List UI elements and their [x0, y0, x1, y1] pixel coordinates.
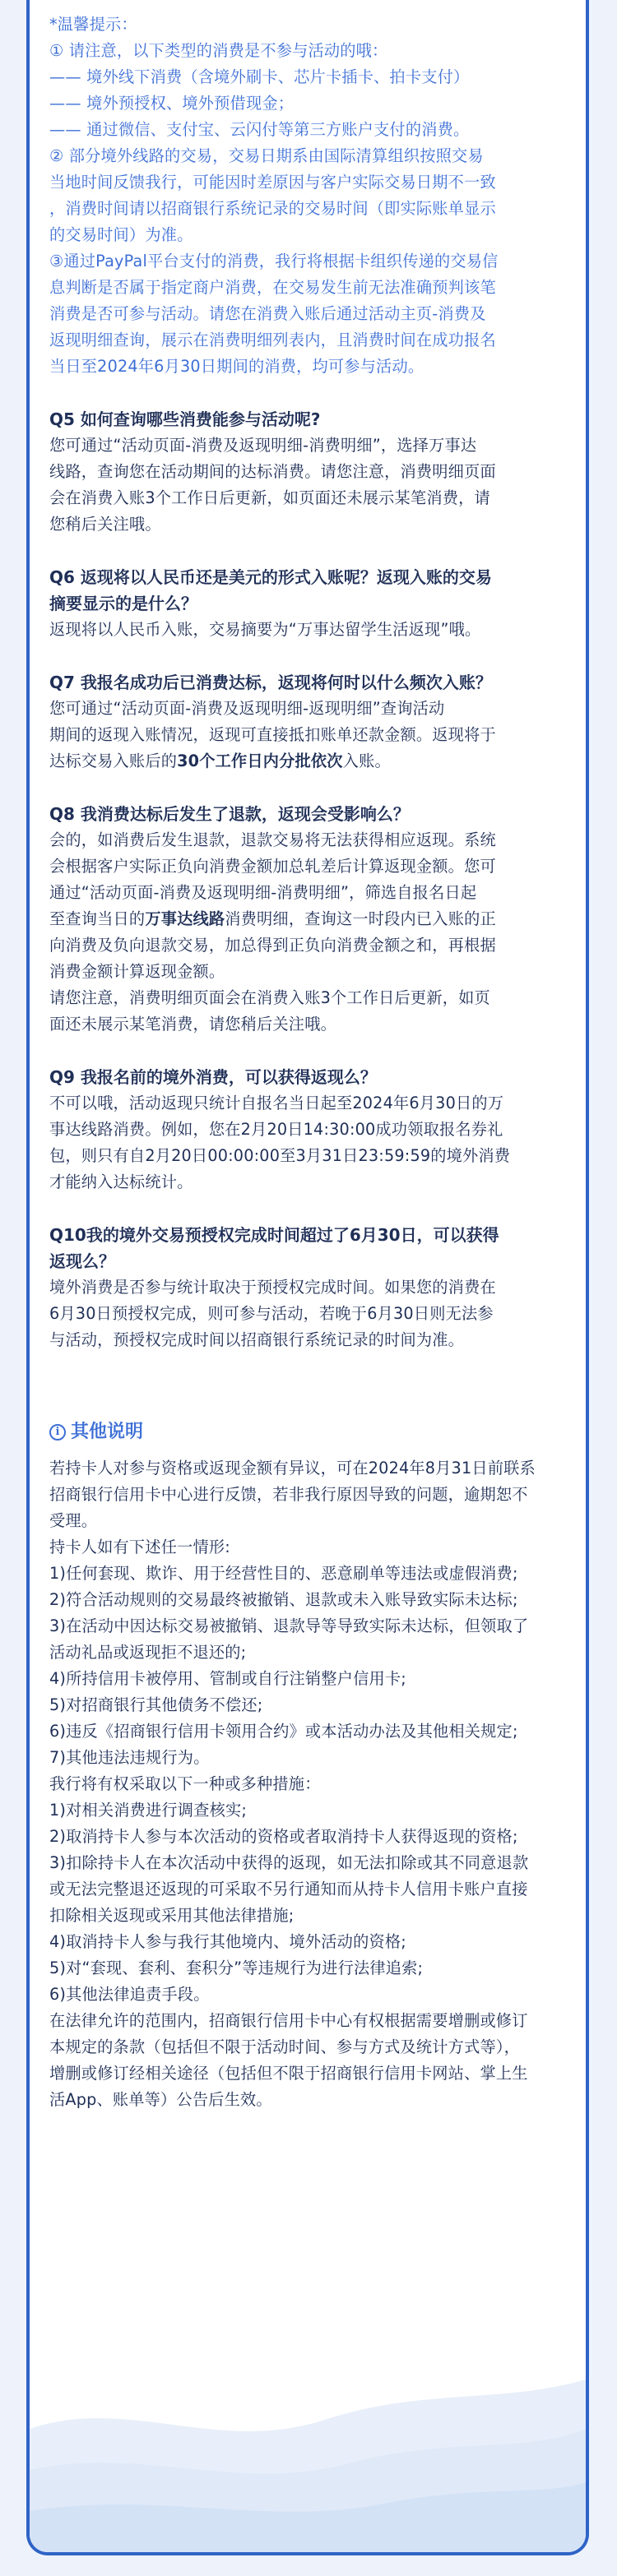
other-line: 若持卡人对参与资格或返现金额有异议，可在2024年8月31日前联系 [49, 1459, 536, 1478]
faq-q6 [49, 564, 569, 643]
other-line: 持卡人如有下述任一情形: [49, 1538, 230, 1556]
other-line: 招商银行信用卡中心进行反馈，若非我行原因导致的问题，逾期恕不 [49, 1485, 528, 1504]
tips-line: ，消费时间请以招商银行系统记录的交易时间（即实际账单显示 [49, 199, 496, 218]
faq-answer-line: 期间的返现入账情况，返现可直接抵扣账单还款金额。返现将于 [49, 725, 496, 744]
tips-line: 的交易时间）为准。 [49, 225, 193, 244]
faq-answer-line: 会在消费入账3个工作日后更新，如页面还未展示某笔消费，请 [49, 488, 490, 507]
other-line: 5)对“套现、套利、套积分”等违规行为进行法律追索; [49, 1959, 424, 1977]
answer-text: 入账。 [342, 752, 391, 770]
tips-line: 当地时间反馈我行，可能因时差原因与客户实际交易日期不一致 [49, 173, 496, 192]
faq-answer-line: 返现将以人民币入账，交易摘要为“万事达留学生活返现”哦。 [49, 620, 481, 639]
answer-emphasis: 万事达线路 [145, 909, 225, 928]
tips-line: 返现明细查询，展示在消费明细列表内，且消费时间在成功报名 [49, 331, 496, 349]
other-line: 本规定的条款（包括但不限于活动时间、参与方式及统计方式等）， [49, 2037, 521, 2056]
answer-emphasis: 30个工作日内分批依次 [177, 752, 343, 770]
other-line: 2)取消持卡人参与本次活动的资格或者取消持卡人获得返现的资格; [49, 1827, 518, 1846]
tips-line: —— 境外预授权、境外预借现金； [49, 94, 295, 113]
faq-question: Q5 如何查询哪些消费能参与活动呢? [49, 409, 321, 429]
faq-answer-line: 会的，如消费后发生退款，退款交易将无法获得相应返现。系统 [49, 830, 496, 849]
other-line: 3)扣除持卡人在本次活动中获得的返现，如无法扣除或其不同意退款 [49, 1853, 529, 1872]
other-section-title [49, 1416, 569, 1449]
other-line: 4)所持信用卡被停用、管制或自行注销整户信用卡; [49, 1669, 406, 1688]
tips-line: —— 境外线下消费（含境外刷卡、芯片卡插卡、拍卡支付） [49, 67, 470, 86]
other-line: 5)对招商银行其他债务不偿还; [49, 1695, 263, 1714]
other-line: 扣除相关返现或采用其他法律措施; [49, 1906, 295, 1925]
faq-answer-line: 请您注意，消费明细页面会在消费入账3个工作日后更新，如页 [49, 988, 490, 1007]
answer-text: 至查询当日的 [49, 909, 146, 928]
faq-question: 摘要显示的是什么？ [49, 594, 197, 613]
tips-line: ② 部分境外线路的交易，交易日期系由国际清算组织按照交易 [49, 146, 484, 165]
faq-answer-line: 消费金额计算返现金额。 [49, 962, 225, 981]
other-line: 活动礼品或返现拒不退还的; [49, 1643, 247, 1662]
faq-answer-line: 向消费及负向退款交易，加总得到正负向消费金额之和，再根据 [49, 936, 496, 955]
other-section [49, 1416, 569, 2113]
tips-line: ③通过PayPal平台支付的消费，我行将根据卡组织传递的交易信 [49, 252, 499, 271]
faq-answer-line: 境外消费是否参与统计取决于预授权完成时间。如果您的消费在 [49, 1278, 496, 1297]
tips-section [49, 12, 569, 380]
faq-answer-line: 您稍后关注哦。 [49, 515, 161, 534]
rules-card [26, 0, 589, 2555]
other-line: 增删或修订经相关途径（包括但不限于招商银行信用卡网站、掌上生 [49, 2064, 528, 2083]
faq-answer-line [49, 748, 569, 775]
other-line: 活App、账单等）公告后生效。 [49, 2090, 272, 2109]
tips-line: *温馨提示： [49, 15, 137, 34]
other-line: 1)对相关消费进行调查核实; [49, 1801, 248, 1820]
faq-answer-line: 与活动，预授权完成时间以招商银行系统记录的时间为准。 [49, 1330, 465, 1349]
info-icon: i [49, 1424, 66, 1441]
tips-line: —— 通过微信、支付宝、云闪付等第三方账户支付的消费。 [49, 120, 470, 139]
faq-q7 [49, 669, 569, 775]
other-line: 6)其他法律追责手段。 [49, 1985, 210, 2004]
other-line: 在法律允许的范围内，招商银行信用卡中心有权根据需要增删或修订 [49, 2011, 528, 2030]
faq-question: Q10我的境外交易预授权完成时间超过了6月30日，可以获得 [49, 1225, 499, 1245]
other-line: 或无法完整退还返现的可采取不另行通知而从持卡人信用卡账户直接 [49, 1880, 528, 1898]
faq-answer-line: 会根据客户实际正负向消费金额加总轧差后计算返现金额。您可 [49, 857, 496, 876]
answer-text: 消费明细，查询这一时段内已入账的正 [225, 909, 496, 928]
faq-answer-line: 面还未展示某笔消费，请您稍后关注哦。 [49, 1015, 336, 1034]
rules-content [49, 12, 569, 2113]
faq-q10 [49, 1222, 569, 1353]
faq-answer-line: 事达线路消费。例如，您在2月20日14:30:00成功领取报名券礼 [49, 1120, 503, 1139]
other-title-text: 其他说明 [71, 1422, 144, 1442]
faq-question: Q8 我消费达标后发生了退款，返现会受影响么？ [49, 804, 410, 824]
other-line: 4)取消持卡人参与我行其他境内、境外活动的资格; [49, 1932, 406, 1951]
faq-question: Q7 我报名成功后已消费达标，返现将何时以什么频次入账？ [49, 673, 492, 692]
faq-q5 [49, 406, 569, 538]
other-line: 7)其他违法违规行为。 [49, 1748, 210, 1767]
faq-answer-line [49, 906, 569, 932]
decorative-wave [30, 2305, 586, 2552]
faq-question: Q6 返现将以人民币还是美元的形式入账呢？返现入账的交易 [49, 567, 492, 587]
faq-answer-line: 包，则只有自2月20日00:00:00至3月31日23:59:59的境外消费 [49, 1146, 511, 1165]
tips-line: ① 请注意，以下类型的消费是不参与活动的哦： [49, 41, 388, 60]
other-line: 6)违反《招商银行信用卡领用合约》或本活动办法及其他相关规定; [49, 1722, 518, 1741]
faq-answer-line: 通过“活动页面-消费及返现明细-消费明细”，筛选自报名日起 [49, 883, 477, 902]
faq-answer-line: 才能纳入达标统计。 [49, 1172, 193, 1191]
other-line: 受理。 [49, 1511, 98, 1530]
faq-answer-line: 您可通过“活动页面-消费及返现明细-消费明细”，选择万事达 [49, 436, 477, 455]
faq-answer-line: 不可以哦，活动返现只统计自报名当日起至2024年6月30日的万 [49, 1094, 504, 1112]
tips-line: 消费是否可参与活动。请您在消费入账后通过活动主页-消费及 [49, 304, 486, 323]
faq-answer-line: 您可通过“活动页面-消费及返现明细-返现明细”查询活动 [49, 699, 445, 718]
other-line: 我行将有权采取以下一种或多种措施： [49, 1774, 321, 1793]
answer-text: 达标交易入账后的 [49, 752, 178, 770]
faq-q9 [49, 1064, 569, 1196]
other-line: 2)符合活动规则的交易最终被撤销、退款或未入账导致实际未达标; [49, 1590, 518, 1609]
tips-line: 当日至2024年6月30日期间的消费，均可参与活动。 [49, 357, 424, 376]
faq-answer-line: 6月30日预授权完成，则可参与活动，若晚于6月30日则无法参 [49, 1304, 494, 1323]
faq-q8 [49, 801, 569, 1038]
other-line: 1)任何套现、欺诈、用于经营性目的、恶意刷单等违法或虚假消费; [49, 1564, 518, 1583]
faq-question: 返现么？ [49, 1251, 115, 1271]
tips-line: 息判断是否属于指定商户消费，在交易发生前无法准确预判该笔 [49, 278, 496, 297]
other-line: 3)在活动中因达标交易被撤销、退款导等导致实际未达标，但领取了 [49, 1616, 529, 1635]
faq-question: Q9 我报名前的境外消费，可以获得返现么？ [49, 1067, 377, 1087]
faq-answer-line: 线路，查询您在活动期间的达标消费。请您注意，消费明细页面 [49, 462, 496, 481]
